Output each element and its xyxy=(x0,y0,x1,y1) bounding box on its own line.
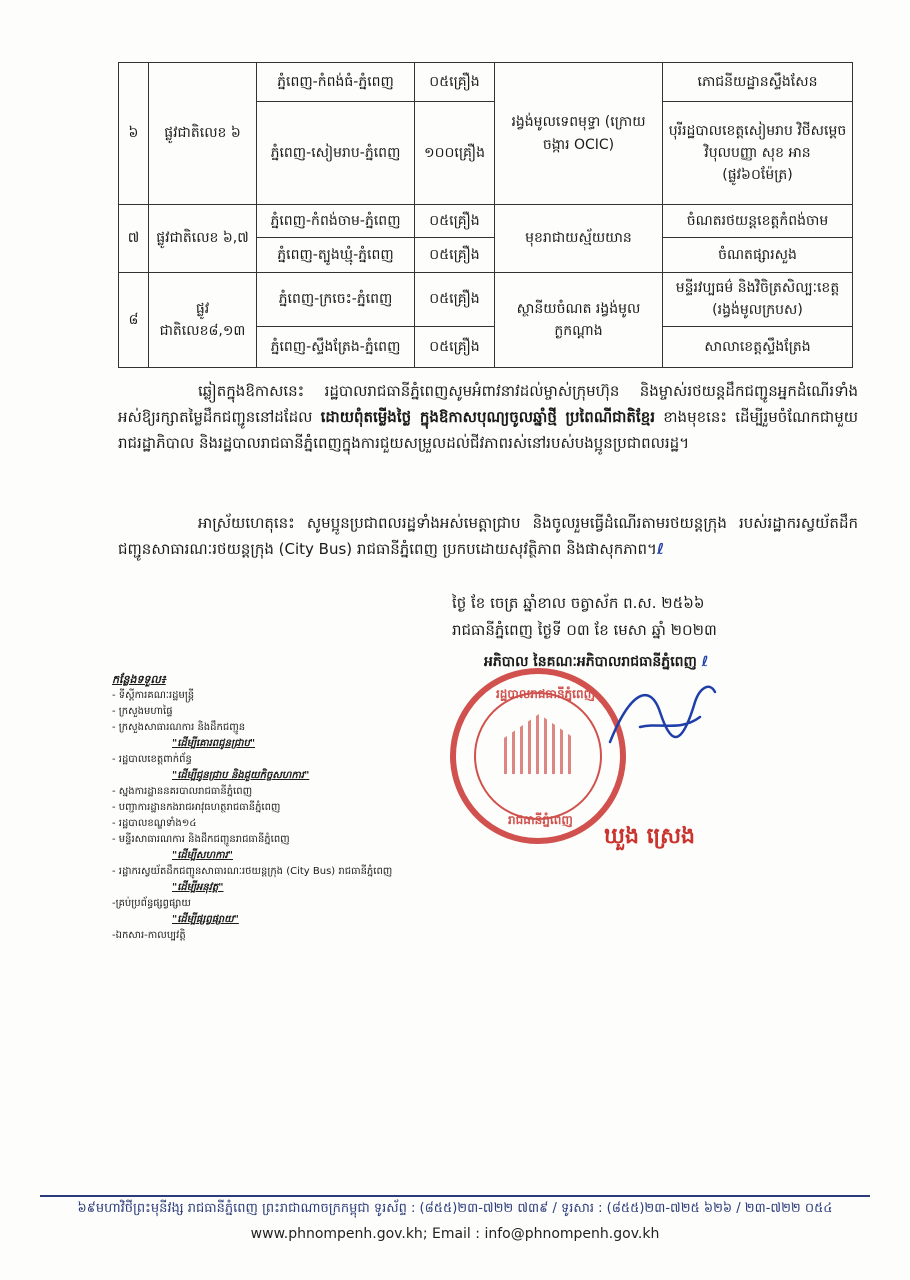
lunar-date: ថ្ងៃ ខែ ចេត្រ ឆ្នាំខាល ចត្វាស័ក ព.ស. ២៥៦៦ xyxy=(452,594,705,612)
appeal-text-1: ឆ្លៀតក្នុងឱកាសនេះ រដ្ឋបាលរាជធានីភ្នំពេញសូមអំពាវនាវដល់ម្ចាស់ក្រុមហ៊ុន និងម្ចាស់រថយន្តដឹកជញ្ជូនអ្នកដំណើរទាំងអស់ឱ្យរក្សាតម្លៃដឹកជញ្ជូននៅដដែល xyxy=(118,382,858,426)
appeal-text-2: ខាងមុខនេះ ដើម្បីរួមចំណែកជាមួយរាជរដ្ឋាភិបាល និងរដ្ឋបាលរាជធានីភ្នំពេញក្នុងការជួយសម្រួលដល់ជីវភាពរស់នៅរបស់បងប្អូនប្រជាពលរដ្ឋ។ xyxy=(118,408,858,452)
route-cell: ភ្នំពេញ-ត្បូងឃ្មុំ-ភ្នំពេញ xyxy=(257,238,415,273)
recipient-note: "ដើម្បីអនុវត្ត" xyxy=(172,882,224,893)
bus-count-cell: ០៥គ្រឿង xyxy=(415,63,495,102)
row-number: ៦ xyxy=(119,63,149,205)
row-number: ៧ xyxy=(119,205,149,273)
footer-divider xyxy=(40,1195,870,1197)
route-cell: ភ្នំពេញ-កំពង់ធំ-ភ្នំពេញ xyxy=(257,63,415,102)
solar-date: រាជធានីភ្នំពេញ ថ្ងៃទី ០៣ ខែ មេសា ឆ្នាំ ២០២៣ xyxy=(452,621,717,639)
recipients-list xyxy=(112,672,412,944)
recipient-item: - បញ្ជាការដ្ឋានកងរាជអាវុធហត្ថរាជធានីភ្នំពេញ xyxy=(112,802,281,813)
destination-cell: សាលាខេត្តស្ទឹងត្រែង xyxy=(663,326,853,367)
road-name: ផ្លូវជាតិលេខ៨,១៣ xyxy=(149,273,257,368)
departure-cell: ស្ថានីយចំណត រង្វង់មូលក្ងកណ្ដាង xyxy=(495,273,663,368)
bus-count-cell: ០៥គ្រឿង xyxy=(415,205,495,238)
bus-count-cell: ០៥គ្រឿង xyxy=(415,238,495,273)
recipient-item: -គ្រប់ប្រព័ន្ធផ្សព្វផ្សាយ xyxy=(112,898,191,909)
recipient-note: "ដើម្បីផ្សព្វផ្សាយ" xyxy=(172,914,239,925)
footer-address: ៦៩មហាវិថីព្រះមុនីវង្ស រាជធានីភ្នំពេញ ព្រះរាជាណាចក្រកម្ពុជា ទូរស័ព្ទ : (៨៥៥)២៣-៧២២ ៧៣៩ / ទូរសារ : (៨៥៥)២៣-៧២៥ ៦២៦ / ២៣-៧២២ ០៥៤ xyxy=(77,1201,833,1216)
seal-top-text: រដ្ឋបាលរាជធានីភ្នំពេញ xyxy=(496,687,596,701)
recipient-item: - ក្រសួងមហាផ្ទៃ xyxy=(112,706,173,717)
conclusion-paragraph xyxy=(118,510,858,562)
recipient-item: - មន្ទីរសាធារណការ និងដឹកជញ្ជូនរាជធានីភ្នំពេញ xyxy=(112,834,290,845)
signatory-title-text: អភិបាល នៃគណៈអភិបាលរាជធានីភ្នំពេញ xyxy=(484,654,697,670)
recipients-heading: កន្លែងទទួល៖ xyxy=(112,673,166,686)
departure-cell: រង្វង់មូលទេពមុទ្ធា (ក្រោយចង្ការ OCIC) xyxy=(495,63,663,205)
recipient-note: "ដើម្បីសហការ" xyxy=(172,850,234,861)
road-name: ផ្លូវជាតិលេខ ៦ xyxy=(149,63,257,205)
recipient-item: - ស្នងការដ្ឋាននគរបាលរាជធានីភ្នំពេញ xyxy=(112,786,253,797)
departure-cell: មុខរាជាយស្ម័យយាន xyxy=(495,205,663,273)
bus-count-cell: ១០០គ្រឿង xyxy=(415,102,495,205)
destination-cell: ចំណតរថយន្តខេត្តកំពង់ចាម xyxy=(663,205,853,238)
initial-mark-icon: ℓ xyxy=(656,540,665,558)
destination-cell: មន្ទីរវប្បធម៌ និងវិចិត្រសិល្បៈខេត្ត (រង្វង់មូលក្របស) xyxy=(663,273,853,327)
recipient-item: - រដ្ឋបាលខណ្ឌទាំង១៤ xyxy=(112,818,197,829)
recipient-item: - ទីស្តីការគណៈរដ្ឋមន្ត្រី xyxy=(112,690,195,701)
route-cell: ភ្នំពេញ-កំពង់ចាម-ភ្នំពេញ xyxy=(257,205,415,238)
footer-contact xyxy=(40,1226,870,1242)
road-name: ផ្លូវជាតិលេខ ៦,៧ xyxy=(149,205,257,273)
destination-cell: បុរីរដ្ឋបាលខេត្តសៀមរាប វិថីសម្ដេចវិបុលបញ្ញា សុខ អាន (ផ្លូវ៦០ម៉ែត្រ) xyxy=(663,102,853,205)
date-block xyxy=(452,590,872,644)
appeal-paragraph xyxy=(118,378,858,456)
website-link[interactable]: www.phnompenh.gov.kh xyxy=(250,1226,423,1242)
bus-count-cell: ០៥គ្រឿង xyxy=(415,273,495,327)
recipient-note: "ដើម្បីជូនជ្រាប និងជួយកិច្ចសហការ" xyxy=(172,770,310,781)
route-cell: ភ្នំពេញ-សៀមរាប-ភ្នំពេញ xyxy=(257,102,415,205)
destination-cell: ចំណតផ្សារសួង xyxy=(663,238,853,273)
recipient-item: - រដ្ឋបាលខេត្តពាក់ព័ន្ធ xyxy=(112,754,192,765)
bus-route-table xyxy=(118,62,853,368)
recipient-note: "ដើម្បីគោរពជូនជ្រាប" xyxy=(172,738,256,749)
appeal-bold-text: ដោយពុំតម្លើងថ្លៃ ក្នុងឱកាសបុណ្យចូលឆ្នាំថ្មី ប្រពៃណីជាតិខ្មែរ xyxy=(320,408,655,426)
seal-bottom-text: រាជធានីភ្នំពេញ xyxy=(508,813,573,827)
email-link[interactable]: info@phnompenh.gov.kh xyxy=(484,1226,660,1242)
signatory-name: ឃួង ស្រេង xyxy=(604,824,696,849)
destination-cell: ភោជនីយដ្ឋានស្ទឹងសែន xyxy=(663,63,853,102)
recipient-item: - រដ្ឋាករស្វយ័តដឹកជញ្ជូនសាធារណៈរថយន្តក្រុង (City Bus) រាជធានីភ្នំពេញ xyxy=(112,866,393,877)
conclusion-text: អាស្រ័យហេតុនេះ សូមប្អូនប្រជាពលរដ្ឋទាំងអស់មេត្តាជ្រាប និងចូលរួមធ្វើដំណើរតាមរថយន្តក្រុង របស់រដ្ឋាករស្វយ័តដឹកជញ្ជូនសាធារណៈរថយន្តក្រុង (City Bus) រាជធានីភ្នំពេញ ប្រកបដោយសុវត្ថិភាព និងផាសុកភាព។ xyxy=(118,514,858,558)
route-cell: ភ្នំពេញ-ក្រចេះ-ភ្នំពេញ xyxy=(257,273,415,327)
initial-mark-icon: ℓ xyxy=(701,654,709,670)
recipient-item: - ក្រសួងសាធារណការ និងដឹកជញ្ជូន xyxy=(112,722,246,733)
email-label: ; Email : xyxy=(422,1226,480,1242)
bus-count-cell: ០៥គ្រឿង xyxy=(415,326,495,367)
route-cell: ភ្នំពេញ-ស្ទឹងត្រែង-ភ្នំពេញ xyxy=(257,326,415,367)
recipient-item: -ឯកសារ-កាលប្បវត្តិ xyxy=(112,930,186,941)
signature-icon xyxy=(600,672,720,762)
row-number: ៨ xyxy=(119,273,149,368)
